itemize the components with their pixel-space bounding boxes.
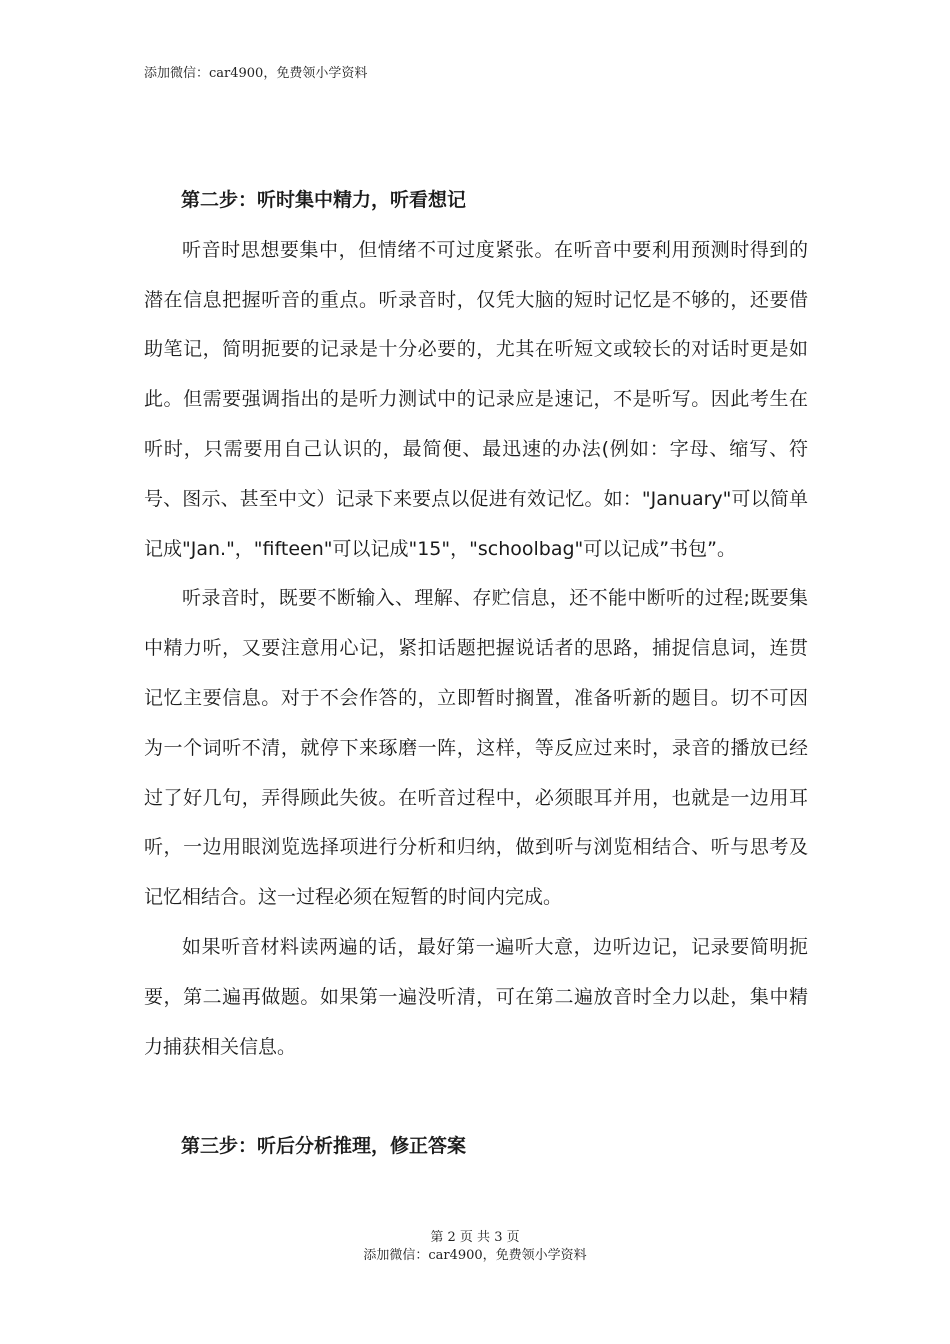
- section-heading-step2: 第二步：听时集中精力，听看想记: [181, 189, 467, 211]
- footer-watermark-note: 添加微信：car4900，免费领小学资料: [363, 1248, 587, 1263]
- section-spacer: [144, 1072, 808, 1122]
- page-number: 第 2 页 共 3 页: [430, 1230, 520, 1245]
- header-watermark-note: 添加微信：car4900，免费领小学资料: [144, 66, 368, 81]
- paragraph-step2-3: 如果听音材料读两遍的话，最好第一遍听大意，边听边记，记录要简明扼要，第二遍再做题。如果第一遍没听清，可在第二遍放音时全力以赴，集中精力捕获相关信息。: [144, 935, 808, 1058]
- section-heading-step3: 第三步：听后分析推理，修正答案: [181, 1135, 467, 1158]
- paragraph-step2-2: 听录音时，既要不断输入、理解、存贮信息，还不能中断听的过程;既要集中精力听，又要注意用心记，紧扣话题把握说话者的思路，捕捉信息词，连贯记忆主要信息。对于不会作答的，立即暂时搁置，准备听新的题目。切不可因为一个词听不清，就停下来琢磨一阵，这样，等反应过来时，录音的播放已经过了好几句，弄得顾此失彼。在听音过程中，必须眼耳并用，也就是一边用耳听，一边用眼浏览选择项进行分析和归纳，做到听与浏览相结合、听与思考及记忆相结合。这一过程必须在短暂的时间内完成。: [144, 587, 808, 909]
- paragraph-step2-1: 听音时思想要集中，但情绪不可过度紧张。在听音中要利用预测时得到的潜在信息把握听音的重点。听录音时，仅凭大脑的短时记忆是不够的，还要借助笔记，简明扼要的记录是十分必要的，尤其在听短文或较长的对话时更是如此。但需要强调指出的是听力测试中的记录应是速记，不是听写。因此考生在听时，只需要用自己认识的，最简便、最迅速的办法(例如：字母、缩写、符号、图示、甚至中文）记录下来要点以促进有效记忆。如："January"可以简单记成"Jan."，"fifteen"可以记成"15"，"schoolbag"可以记成”书包”。: [144, 238, 808, 560]
- document-body: [144, 176, 808, 1172]
